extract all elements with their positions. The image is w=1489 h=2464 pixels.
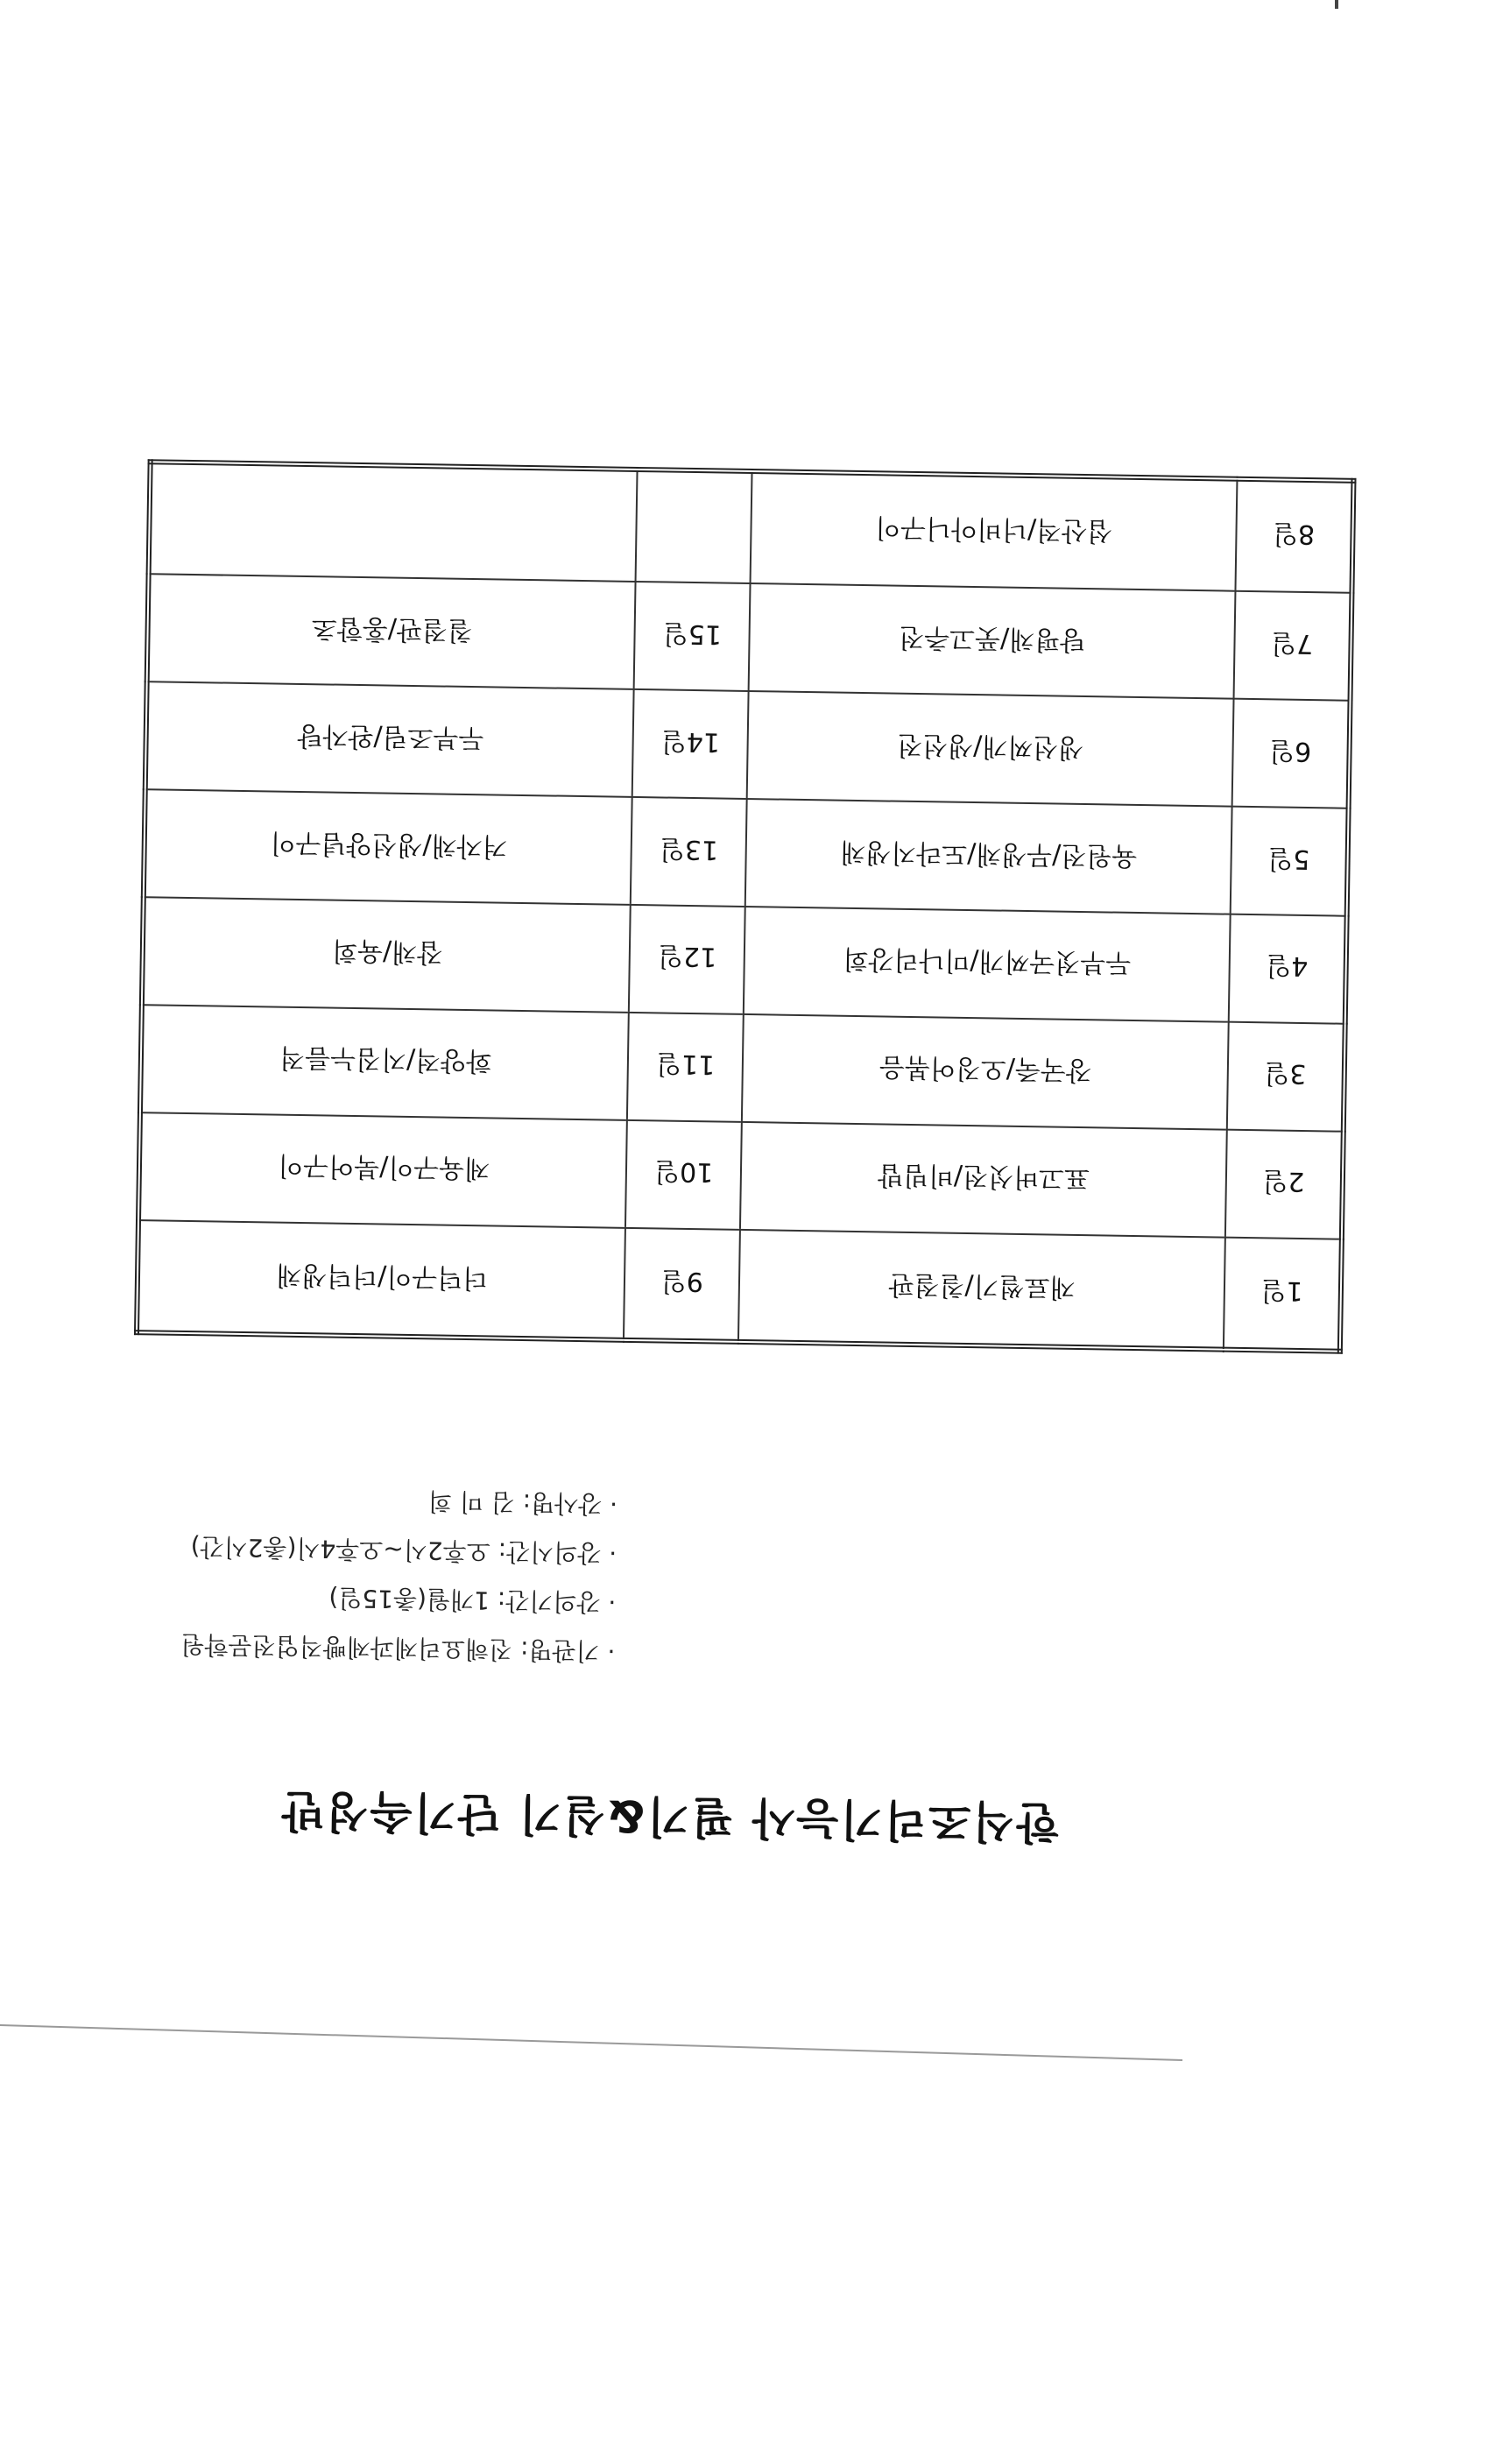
day-cell: 11일 <box>627 1013 743 1122</box>
topic-cell: 겨자채/생선양념구이 <box>144 789 632 905</box>
day-cell: 5일 <box>1231 807 1349 916</box>
info-period: · 강의기간: 1개월(총15일) <box>328 1583 617 1617</box>
topic-cell: 생선찌개/생선전 <box>747 691 1234 807</box>
table-row <box>147 574 1352 701</box>
topic-cell: 잡채/육회 <box>142 897 631 1013</box>
topic-cell <box>149 462 638 582</box>
document-title: 한식조리기능사 필기&실기 단기속성반 <box>279 1784 1060 1848</box>
day-cell: 15일 <box>634 582 750 691</box>
table-row <box>149 462 1354 593</box>
table-row <box>138 1112 1344 1239</box>
day-cell: 14일 <box>632 689 748 799</box>
day-cell: 10일 <box>625 1120 741 1230</box>
topic-cell: 장국죽/오징어볶음 <box>742 1014 1229 1130</box>
table-row <box>142 897 1347 1024</box>
info-institution: · 기관명: 진해요리제과제빵직업전문학원 <box>180 1629 616 1666</box>
day-cell: 2일 <box>1225 1130 1344 1239</box>
day-cell: 8일 <box>1236 479 1354 593</box>
topic-cell: 섭산적/너비아니구이 <box>751 471 1238 591</box>
topic-cell: 두부젓국찌개/미나리강회 <box>744 907 1231 1022</box>
corner-mark <box>1335 0 1338 9</box>
topic-cell: 재료썰기/칠절판 <box>738 1230 1225 1350</box>
day-cell: 4일 <box>1229 914 1347 1024</box>
topic-cell: 제육구이/북어구이 <box>138 1112 627 1228</box>
topic-cell: 두부조림/완자탕 <box>145 681 634 797</box>
table-row <box>144 789 1349 916</box>
topic-cell: 탕평채/풋고추전 <box>749 583 1236 699</box>
table-row <box>140 1005 1345 1132</box>
topic-cell: 표고버섯전/비빔밥 <box>740 1122 1227 1238</box>
table-row <box>137 1220 1342 1352</box>
info-time: · 강의시간: 오후2시~오후4시(총2시간) <box>190 1532 617 1568</box>
day-cell: 12일 <box>629 905 744 1014</box>
schedule-table <box>134 459 1357 1354</box>
day-cell: 9일 <box>624 1228 740 1342</box>
day-cell: 13일 <box>631 797 746 907</box>
topic-cell: 화양적/지짐누름적 <box>140 1005 629 1120</box>
day-cell: 1일 <box>1224 1238 1342 1352</box>
topic-cell: 더덕구이/더덕생채 <box>137 1220 625 1340</box>
course-info-list <box>0 1469 617 1675</box>
day-cell <box>636 470 752 583</box>
topic-cell: 육원전/무생채/도라지생채 <box>745 799 1232 914</box>
day-cell: 6일 <box>1232 699 1351 808</box>
info-instructor: · 강사명: 김 미 희 <box>427 1486 618 1519</box>
table-row <box>145 681 1351 808</box>
topic-cell: 칠절판/홍합초 <box>147 574 636 689</box>
day-cell: 7일 <box>1234 591 1352 701</box>
day-cell: 3일 <box>1227 1022 1345 1132</box>
